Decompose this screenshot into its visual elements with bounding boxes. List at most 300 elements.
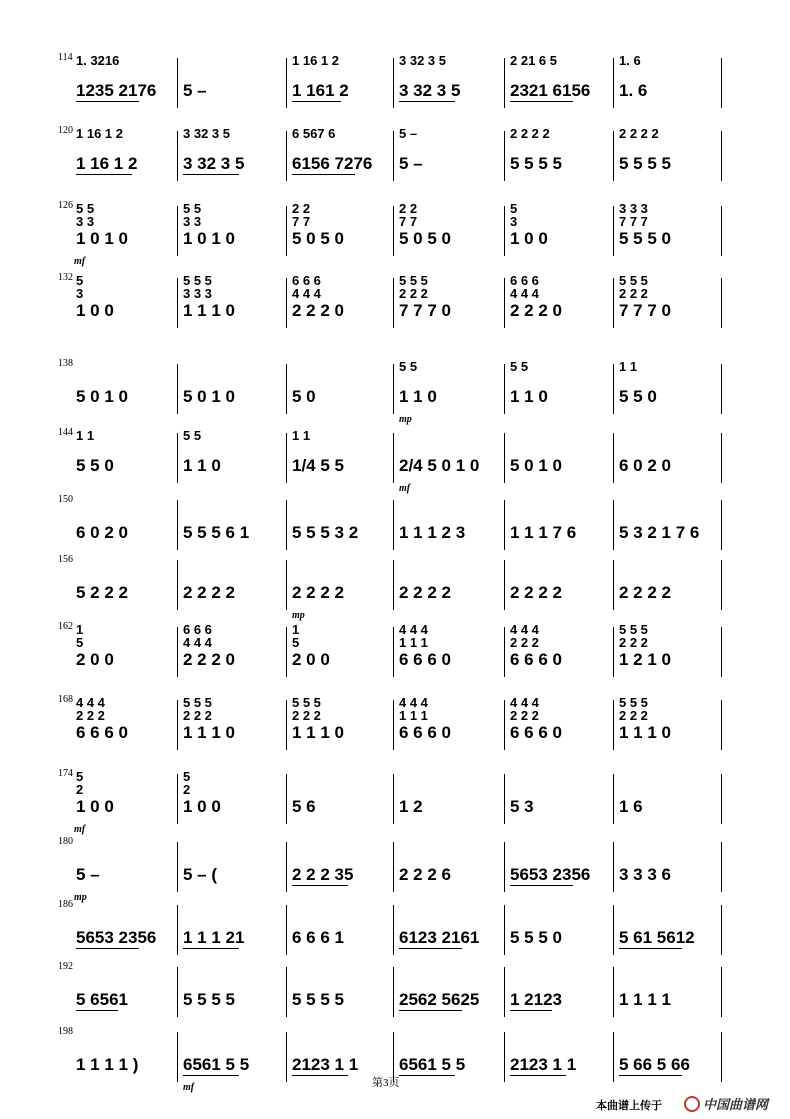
barline [504,58,505,108]
barline [286,131,287,181]
barline [393,58,394,108]
melody-bar: 2 2 2 2 [619,583,671,602]
chord-line: 2 2 [399,201,418,216]
barline [177,560,178,610]
beam-line [292,885,348,886]
barline [721,364,722,414]
barline [177,131,178,181]
barline [177,967,178,1017]
barline [613,967,614,1017]
melody-bar: 5 5 5 5 [619,154,671,173]
melody-bar: 1 0 0 [76,301,114,320]
barline [286,278,287,328]
barline [177,58,178,108]
dynamic-mark: mp [399,414,412,425]
melody-bar: 1 1 0 [510,387,548,406]
barline [286,500,287,550]
melody-bar: 1 2123 [510,990,562,1009]
score-system [0,690,790,764]
melody-bar: 6156 7276 [292,154,373,173]
melody-bar: 5 3 2 1 7 6 [619,523,700,542]
melody-bar: 3 32 3 5 [183,154,245,173]
barline [393,278,394,328]
melody-bar: 1 1 1 1 [619,990,671,1009]
chord-line: 2 [183,782,191,797]
barline [393,627,394,677]
measure-number: 120 [58,125,73,136]
measure-number: 156 [58,554,73,565]
melody-bar: 2 2 2 2 [399,583,451,602]
barline [613,206,614,256]
beam-line [399,1010,462,1011]
chord-line: 5 5 [183,428,202,443]
score-system [0,617,790,691]
chord-line: 3 3 3 [183,286,212,301]
barline [393,905,394,955]
melody-bar: 3 3 3 6 [619,865,671,884]
chord-line: 5 5 5 [619,695,648,710]
barline [504,131,505,181]
barline [393,967,394,1017]
melody-bar: 5 6561 [76,990,128,1009]
chord-line: 4 4 4 [76,695,105,710]
chord-line: 2 [76,782,84,797]
melody-bar: 6 6 6 0 [510,723,562,742]
measure-number: 174 [58,768,73,779]
barline [504,364,505,414]
melody-bar: 5 – [183,81,207,100]
chord-line: 5 [76,635,84,650]
melody-bar: 6 6 6 0 [399,723,451,742]
melody-bar: 1 1 1 0 [183,301,235,320]
score-system [0,764,790,838]
beam-line [292,174,355,175]
beam-line [76,948,139,949]
barline [504,627,505,677]
score-system [0,48,790,122]
measure-number: 114 [58,52,73,63]
chord-line: 5 [183,769,191,784]
melody-bar: 5 3 [510,797,534,816]
melody-bar: 5 0 1 0 [510,456,562,475]
barline [286,560,287,610]
barline [393,774,394,824]
chord-line: 5 5 5 [619,273,648,288]
barline [177,700,178,750]
melody-bar: 7 7 7 0 [619,301,671,320]
chord-line: 7 7 [399,214,418,229]
melody-bar: 6561 5 5 [399,1055,466,1074]
beam-line [399,948,462,949]
page-number: 第3页 [372,1077,400,1089]
measure-number: 186 [58,899,73,910]
beam-line [183,174,239,175]
chord-line: 5 5 5 [399,273,428,288]
chord-line: 5 5 [76,201,95,216]
barline [504,500,505,550]
barline [393,364,394,414]
beam-line [510,885,573,886]
chord-line: 5 5 [183,201,202,216]
chord-line: 1 [292,622,300,637]
melody-bar: 1 0 0 [183,797,221,816]
chord-line: 2 2 2 [510,708,539,723]
chord-line: 1 16 1 2 [76,126,123,141]
barline [721,774,722,824]
barline [286,364,287,414]
chord-line: 1. 3216 [76,53,120,68]
barline [721,278,722,328]
melody-bar: 1 1 1 0 [292,723,344,742]
barline [393,700,394,750]
score-system [0,550,790,624]
melody-bar: 5 – [399,154,423,173]
chord-line: 2 2 2 [183,708,212,723]
beam-line [510,1075,566,1076]
barline [177,627,178,677]
dynamic-mark: mp [74,892,87,903]
melody-bar: 5 0 [292,387,316,406]
chord-line: 5 [510,201,518,216]
measure-number: 144 [58,427,73,438]
barline [393,433,394,483]
barline [613,131,614,181]
barline [504,774,505,824]
chord-line: 2 2 2 2 [619,126,659,141]
chord-line: 5 5 5 [183,273,212,288]
chord-line: 2 2 2 [619,286,648,301]
measure-number: 150 [58,494,73,505]
barline [393,206,394,256]
beam-line [399,1075,455,1076]
chord-line: 5 5 5 [183,695,212,710]
chord-line: 5 5 5 [619,622,648,637]
barline [721,1032,722,1082]
chord-line: 2 21 6 5 [510,53,557,68]
melody-bar: 2 2 2 6 [399,865,451,884]
barline [721,131,722,181]
beam-line [76,101,139,102]
dynamic-mark: mf [74,256,86,267]
melody-bar: 2123 1 1 [292,1055,359,1074]
score-system [0,423,790,497]
melody-bar: 5 5 5 5 [292,990,344,1009]
melody-bar: 5 5 5 5 [510,154,562,173]
measure-number: 126 [58,200,73,211]
melody-bar: 1/4 5 5 [292,456,344,475]
melody-bar: 1 2 [399,797,423,816]
melody-bar: 5 – ( [183,865,218,884]
melody-bar: 5 2 2 2 [76,583,128,602]
melody-bar: 2 0 0 [292,650,330,669]
logo-icon [684,1096,700,1112]
barline [393,131,394,181]
melody-bar: 2 2 2 2 [183,583,235,602]
melody-bar: 2 2 2 35 [292,865,354,884]
melody-bar: 1 16 1 2 [76,154,138,173]
chord-line: 6 567 6 [292,126,336,141]
barline [393,560,394,610]
chord-line: 6 6 6 [183,622,212,637]
measure-number: 180 [58,836,73,847]
chord-line: 5 [292,635,300,650]
chord-line: 3 [510,214,518,229]
chord-line: 1 1 1 [399,635,428,650]
melody-bar: 5 61 5612 [619,928,695,947]
chord-line: 5 [76,273,84,288]
barline [504,967,505,1017]
melody-bar: 5 5 5 6 1 [183,523,250,542]
barline [286,1032,287,1082]
melody-bar: 5 5 5 5 [183,990,235,1009]
melody-bar: 6123 2161 [399,928,480,947]
melody-bar: 1 6 [619,797,643,816]
site-logo[interactable] [684,1094,768,1113]
barline [286,627,287,677]
chord-line: 2 2 2 [399,286,428,301]
score-system [0,354,790,428]
barline [613,905,614,955]
barline [286,58,287,108]
upload-credit: 本曲谱上传于 [596,1100,662,1112]
barline [504,905,505,955]
barline [613,364,614,414]
barline [721,905,722,955]
beam-line [183,1075,239,1076]
barline [613,700,614,750]
melody-bar: 5653 2356 [76,928,157,947]
chord-line: 4 4 4 [510,286,539,301]
barline [504,700,505,750]
melody-bar: 1 0 1 0 [183,229,235,248]
barline [721,842,722,892]
barline [721,627,722,677]
melody-bar: 5 5 0 [619,387,657,406]
barline [721,967,722,1017]
chord-line: 6 6 6 [292,273,321,288]
chord-line: 2 2 2 [292,708,321,723]
melody-bar: 5 6 [292,797,316,816]
chord-line: 4 4 4 [399,695,428,710]
barline [613,627,614,677]
dynamic-mark: mp [292,610,305,621]
chord-line: 1 1 [76,428,95,443]
barline [504,1032,505,1082]
barline [721,560,722,610]
barline [286,774,287,824]
chord-line: 1 1 [619,359,638,374]
barline [286,433,287,483]
melody-bar: 5 0 5 0 [292,229,344,248]
chord-line: 2 2 2 [619,708,648,723]
barline [613,433,614,483]
chord-line: 4 4 4 [183,635,212,650]
melody-bar: 1 2 1 0 [619,650,671,669]
melody-bar: 5 66 5 66 [619,1055,690,1074]
melody-bar: 2 2 2 2 [510,583,562,602]
beam-line [619,948,682,949]
barline [721,58,722,108]
measure-number: 198 [58,1026,73,1037]
melody-bar: 5 5 5 0 [510,928,562,947]
barline [177,433,178,483]
beam-line [399,101,455,102]
barline [393,842,394,892]
melody-bar: 2 0 0 [76,650,114,669]
melody-bar: 1 1 1 2 3 [399,523,466,542]
beam-line [76,174,132,175]
barline [286,967,287,1017]
melody-bar: 1 1 1 7 6 [510,523,577,542]
melody-bar: 5 – [76,865,100,884]
chord-line: 2 2 [292,201,311,216]
melody-bar: 5 0 1 0 [183,387,235,406]
barline [721,700,722,750]
melody-bar: 1 1 0 [183,456,221,475]
barline [177,1032,178,1082]
melody-bar: 2 2 2 2 [292,583,344,602]
chord-line: 3 32 3 5 [399,53,446,68]
chord-line: 2 2 2 [510,635,539,650]
melody-bar: 6 6 6 0 [76,723,128,742]
melody-bar: 5 5 5 0 [619,229,671,248]
melody-bar: 2/4 5 0 1 0 [399,456,480,475]
beam-line [76,1010,118,1011]
barline [286,206,287,256]
beam-line [292,101,341,102]
melody-bar: 1 0 0 [510,229,548,248]
chord-line: 1 1 [292,428,311,443]
barline [177,905,178,955]
melody-bar: 2 2 2 0 [292,301,344,320]
chord-line: 2 2 2 [76,708,105,723]
barline [613,842,614,892]
score-system [0,121,790,195]
chord-line: 3 32 3 5 [183,126,230,141]
barline [504,206,505,256]
melody-bar: 5 0 1 0 [76,387,128,406]
chord-line: 3 [76,286,84,301]
melody-bar: 5 0 5 0 [399,229,451,248]
barline [393,500,394,550]
melody-bar: 6 0 2 0 [76,523,128,542]
barline [721,206,722,256]
barline [721,433,722,483]
chord-line: 7 7 [292,214,311,229]
barline [177,500,178,550]
dynamic-mark: mf [74,824,86,835]
chord-line: 1 1 1 [399,708,428,723]
melody-bar: 1 1 1 1 ) [76,1055,139,1074]
chord-line: 5 5 5 [292,695,321,710]
measure-number: 132 [58,272,73,283]
barline [286,905,287,955]
barline [613,774,614,824]
barline [177,842,178,892]
chord-line: 4 4 4 [399,622,428,637]
barline [613,1032,614,1082]
beam-line [183,948,239,949]
measure-number: 162 [58,621,73,632]
melody-bar: 1 1 1 21 [183,928,245,947]
melody-bar: 2562 5625 [399,990,480,1009]
dynamic-mark: mf [183,1082,195,1093]
measure-number: 168 [58,694,73,705]
melody-bar: 3 32 3 5 [399,81,461,100]
chord-line: 1 16 1 2 [292,53,339,68]
barline [613,58,614,108]
chord-line: 2 2 2 2 [510,126,550,141]
melody-bar: 1 161 2 [292,81,349,100]
chord-line: 3 3 [76,214,95,229]
barline [177,206,178,256]
melody-bar: 1 1 1 0 [619,723,671,742]
chord-line: 7 7 7 [619,214,648,229]
melody-bar: 5 5 5 3 2 [292,523,359,542]
melody-bar: 1 0 0 [76,797,114,816]
chord-line: 5 – [399,126,418,141]
barline [177,774,178,824]
barline [177,278,178,328]
melody-bar: 6 6 6 1 [292,928,344,947]
melody-bar: 2 2 2 0 [510,301,562,320]
score-system [0,268,790,342]
score-system [0,957,790,1031]
melody-bar: 1 0 1 0 [76,229,128,248]
dynamic-mark: mf [399,483,411,494]
melody-bar: 1 1 1 0 [183,723,235,742]
measure-number: 192 [58,961,73,972]
melody-bar: 1 1 0 [399,387,437,406]
barline [613,500,614,550]
barline [504,433,505,483]
chord-line: 5 [76,769,84,784]
chord-line: 5 5 [399,359,418,374]
chord-line: 6 6 6 [510,273,539,288]
barline [177,364,178,414]
chord-line: 2 2 2 [619,635,648,650]
barline [721,500,722,550]
score-system [0,196,790,270]
melody-bar: 7 7 7 0 [399,301,451,320]
chord-line: 4 4 4 [510,622,539,637]
melody-bar: 2321 6156 [510,81,591,100]
chord-line: 1 [76,622,84,637]
beam-line [510,101,573,102]
melody-bar: 6561 5 5 [183,1055,250,1074]
barline [504,842,505,892]
barline [613,278,614,328]
measure-number: 138 [58,358,73,369]
barline [286,842,287,892]
melody-bar: 2 2 2 0 [183,650,235,669]
melody-bar: 1. 6 [619,81,648,100]
chord-line: 3 3 3 [619,201,648,216]
chord-line: 5 5 [510,359,529,374]
barline [286,700,287,750]
barline [613,560,614,610]
site-logo-text: 中国曲谱网 [703,1097,769,1112]
chord-line: 1. 6 [619,53,641,68]
melody-bar: 1235 2176 [76,81,157,100]
melody-bar: 5 5 0 [76,456,114,475]
beam-line [619,1075,682,1076]
beam-line [292,1075,348,1076]
melody-bar: 6 6 6 0 [510,650,562,669]
melody-bar: 6 0 2 0 [619,456,671,475]
chord-line: 4 4 4 [510,695,539,710]
chord-line: 4 4 4 [292,286,321,301]
